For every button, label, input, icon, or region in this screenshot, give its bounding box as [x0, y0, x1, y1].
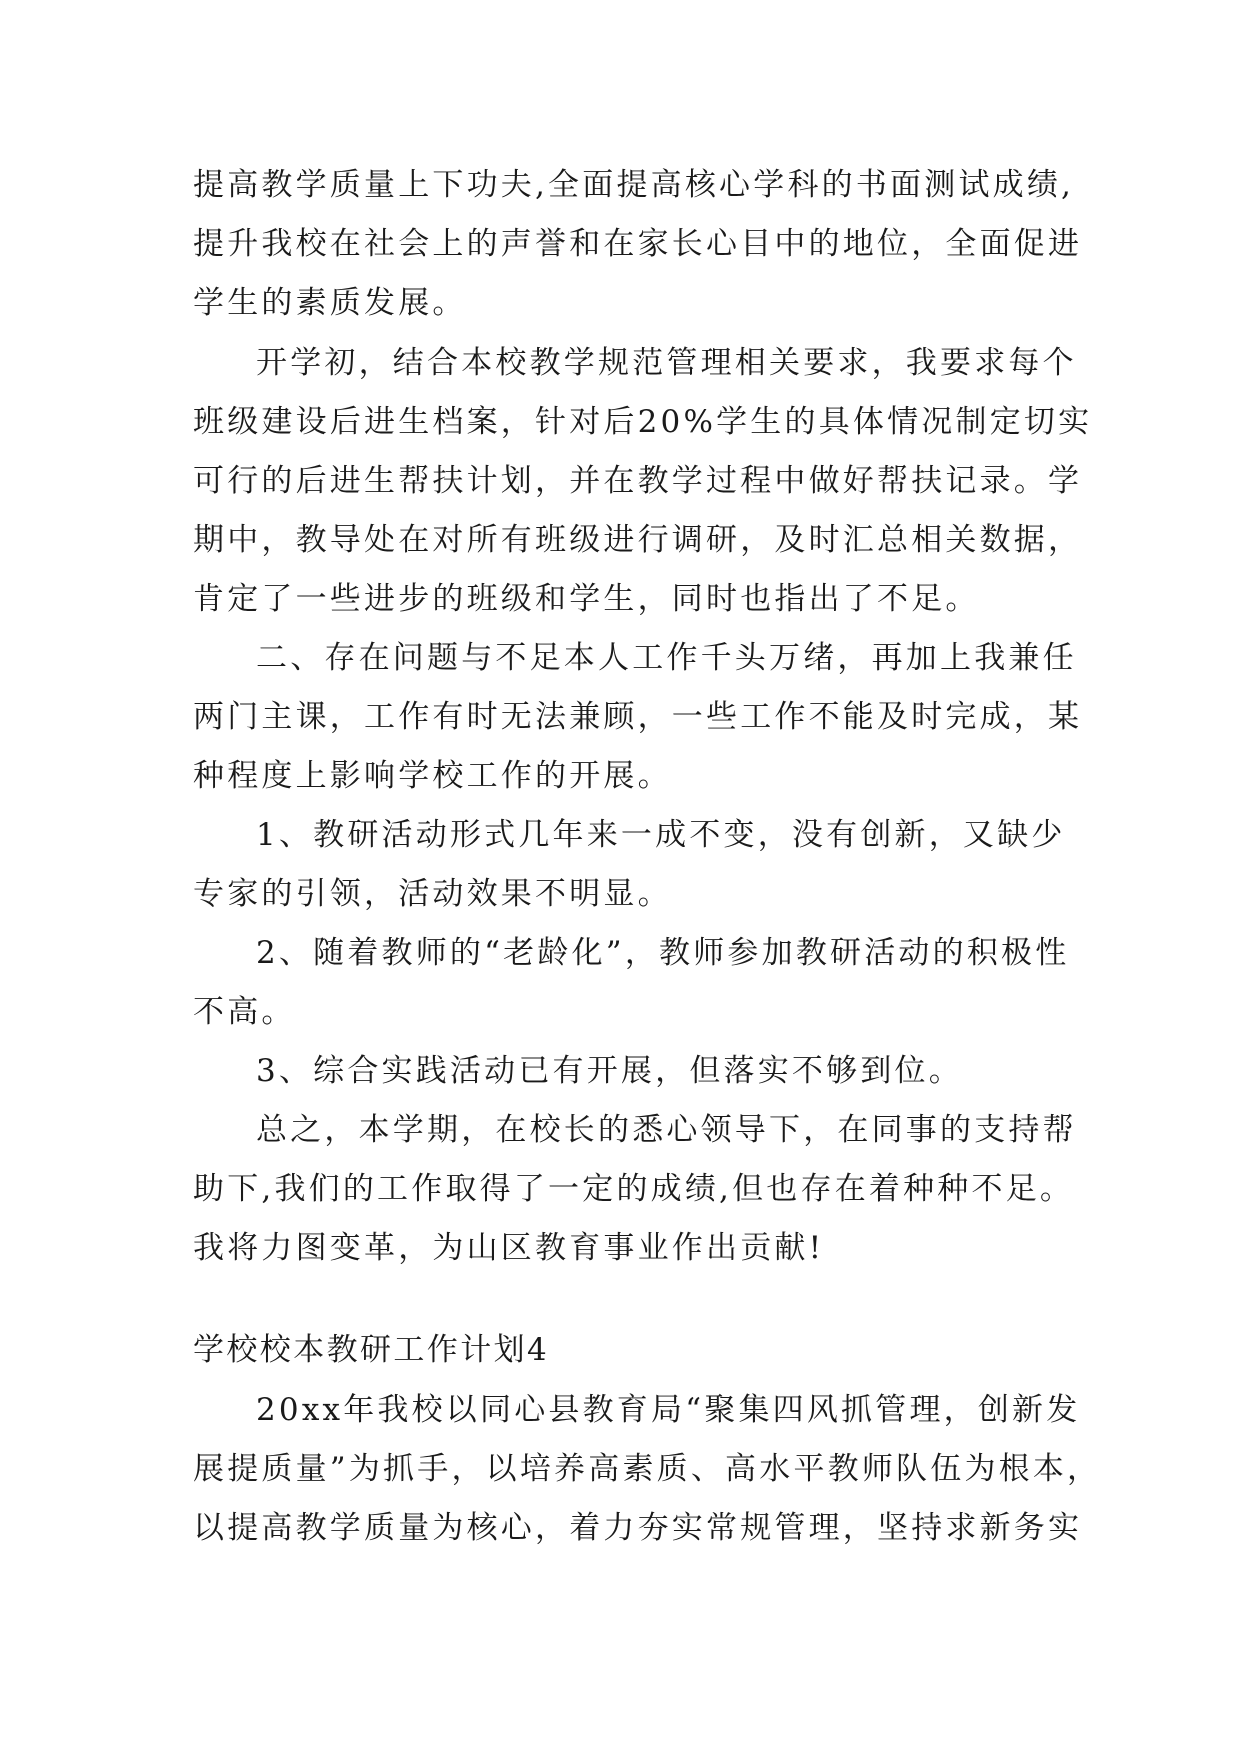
paragraph-line: 提升我校在社会上的声誉和在家长心目中的地位，全面促进 [193, 226, 1083, 262]
paragraph-line: 开学初，结合本校教学规范管理相关要求，我要求每个 [256, 345, 1077, 381]
paragraph-line: 展提质量”为抓手，以培养高素质、高水平教师队伍为根本， [193, 1451, 1102, 1487]
paragraph-line: 20xx年我校以同心县教育局“聚集四风抓管理，创新发 [256, 1392, 1081, 1428]
paragraph-line: 提高教学质量上下功夫,全面提高核心学科的书面测试成绩, [193, 167, 1075, 203]
paragraph-line: 班级建设后进生档案，针对后20%学生的具体情况制定切实 [193, 404, 1093, 440]
paragraph-line: 助下,我们的工作取得了一定的成绩,但也存在着种种不足。 [193, 1171, 1075, 1207]
paragraph-line: 以提高教学质量为核心，着力夯实常规管理，坚持求新务实 [193, 1510, 1083, 1546]
paragraph-line: 我将力图变革，为山区教育事业作出贡献! [193, 1230, 825, 1266]
paragraph-line: 3、综合实践活动已有开展，但落实不够到位。 [256, 1053, 963, 1089]
paragraph-line: 总之，本学期，在校长的悉心领导下，在同事的支持帮 [256, 1112, 1077, 1148]
paragraph-line: 二、存在问题与不足本人工作千头万绪，再加上我兼任 [256, 640, 1077, 676]
paragraph-line: 专家的引领，活动效果不明显。 [193, 876, 672, 912]
section-heading: 学校校本教研工作计划4 [193, 1332, 550, 1368]
paragraph-line: 种程度上影响学校工作的开展。 [193, 758, 672, 794]
paragraph-line: 期中，教导处在对所有班级进行调研，及时汇总相关数据， [193, 522, 1083, 558]
paragraph-line: 肯定了一些进步的班级和学生，同时也指出了不足。 [193, 581, 980, 617]
paragraph-line: 学生的素质发展。 [193, 285, 467, 321]
paragraph-line: 2、随着教师的“老龄化”，教师参加教研活动的积极性 [256, 935, 1070, 971]
paragraph-line: 两门主课，工作有时无法兼顾，一些工作不能及时完成，某 [193, 699, 1083, 735]
paragraph-line: 1、教研活动形式几年来一成不变，没有创新，又缺少 [256, 817, 1066, 853]
paragraph-line: 可行的后进生帮扶计划，并在教学过程中做好帮扶记录。学 [193, 463, 1083, 499]
paragraph-line: 不高。 [193, 994, 296, 1030]
